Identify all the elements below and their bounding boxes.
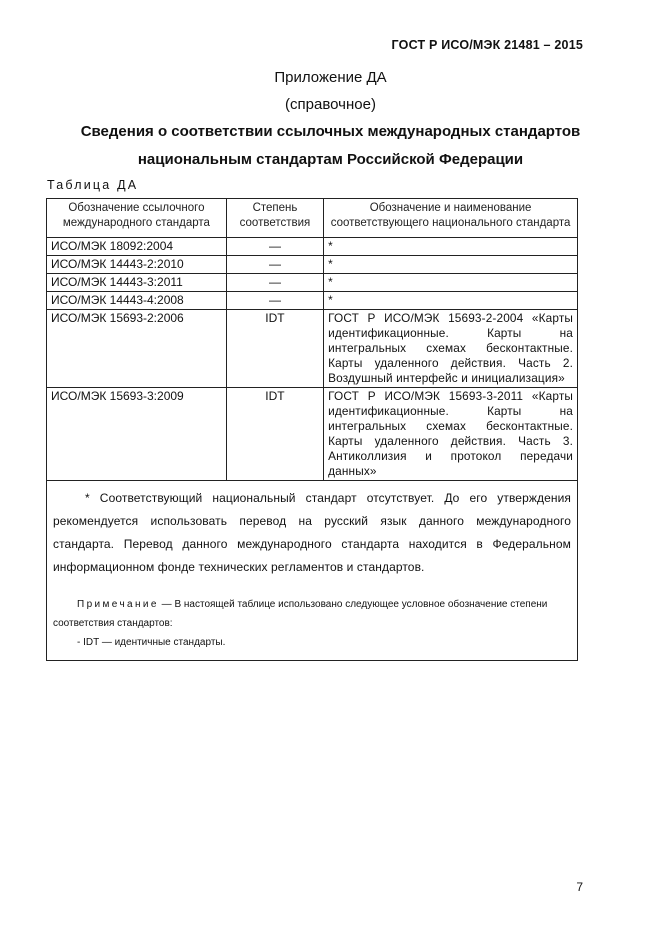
- national-cell: *: [324, 292, 578, 310]
- table-row: [47, 388, 578, 481]
- national-cell: *: [324, 238, 578, 256]
- column-header-standard: Обозначение ссылочного международного стандарта: [47, 199, 227, 238]
- national-cell: ГОСТ Р ИСО/МЭК 15693-2-2004 «Карты идентификационные. Карты на интегральных схемах бесконтактные. Карты удаленного действия. Часть 2. Воздушный интерфейс и инициализация»: [324, 310, 578, 388]
- standard-cell: ИСО/МЭК 15693-3:2009: [47, 388, 227, 481]
- table-footnote: * Соответствующий национальный стандарт отсутствует. До его утверждения рекомендуется использовать перевод на русский язык данного международного стандарта. Перевод данного международного стандарта находится в Федеральном информационном фонде технических регламентов и стандартов.: [53, 491, 571, 574]
- degree-cell: —: [226, 238, 323, 256]
- column-header-national: Обозначение и наименование соответствующего национального стандарта: [324, 199, 578, 238]
- appendix-title: Приложение ДА: [274, 69, 387, 86]
- standard-cell: ИСО/МЭК 14443-3:2011: [47, 274, 227, 292]
- standard-cell: ИСО/МЭК 14443-2:2010: [47, 256, 227, 274]
- table-row: [47, 310, 578, 388]
- correspondence-table-wrapper: [46, 198, 578, 661]
- standard-cell: ИСО/МЭК 14443-4:2008: [47, 292, 227, 310]
- appendix-heading-line1: Сведения о соответствии ссылочных международных стандартов: [80, 123, 581, 140]
- table-row: [47, 238, 578, 256]
- degree-cell: IDT: [226, 310, 323, 388]
- degree-cell: —: [226, 292, 323, 310]
- table-header-row: [47, 199, 578, 238]
- national-cell: *: [324, 256, 578, 274]
- column-header-degree: Степень соответствия: [226, 199, 323, 238]
- degree-cell: —: [226, 274, 323, 292]
- table-row: [47, 292, 578, 310]
- national-cell: *: [324, 274, 578, 292]
- table-note-cell: [47, 481, 578, 661]
- document-code: ГОСТ Р ИСО/МЭК 21481 – 2015: [391, 38, 583, 52]
- appendix-heading-line2: национальным стандартам Российской Федерации: [137, 151, 524, 168]
- correspondence-table: [46, 198, 578, 661]
- standard-cell: ИСО/МЭК 18092:2004: [47, 238, 227, 256]
- degree-cell: —: [226, 256, 323, 274]
- national-cell: ГОСТ Р ИСО/МЭК 15693-3-2011 «Карты идентификационные. Карты на интегральных схемах бесконтактные. Карты удаленного действия. Часть 3. Антиколлизия и протокол передачи данных»: [324, 388, 578, 481]
- note-text: — В настоящей таблице использовано следующее условное обозначение степени соответствия стандартов:: [53, 599, 548, 629]
- appendix-subtitle: (справочное): [285, 96, 376, 113]
- table-note: [53, 595, 571, 633]
- degree-cell: IDT: [226, 388, 323, 481]
- note-item: - IDT — идентичные стандарты.: [77, 637, 226, 648]
- table-row: [47, 274, 578, 292]
- note-label: Примечание: [77, 599, 159, 610]
- table-row: [47, 256, 578, 274]
- table-caption: Таблица ДА: [47, 178, 139, 192]
- standard-cell: ИСО/МЭК 15693-2:2006: [47, 310, 227, 388]
- table-note-row: [47, 481, 578, 661]
- page-number: 7: [576, 880, 583, 894]
